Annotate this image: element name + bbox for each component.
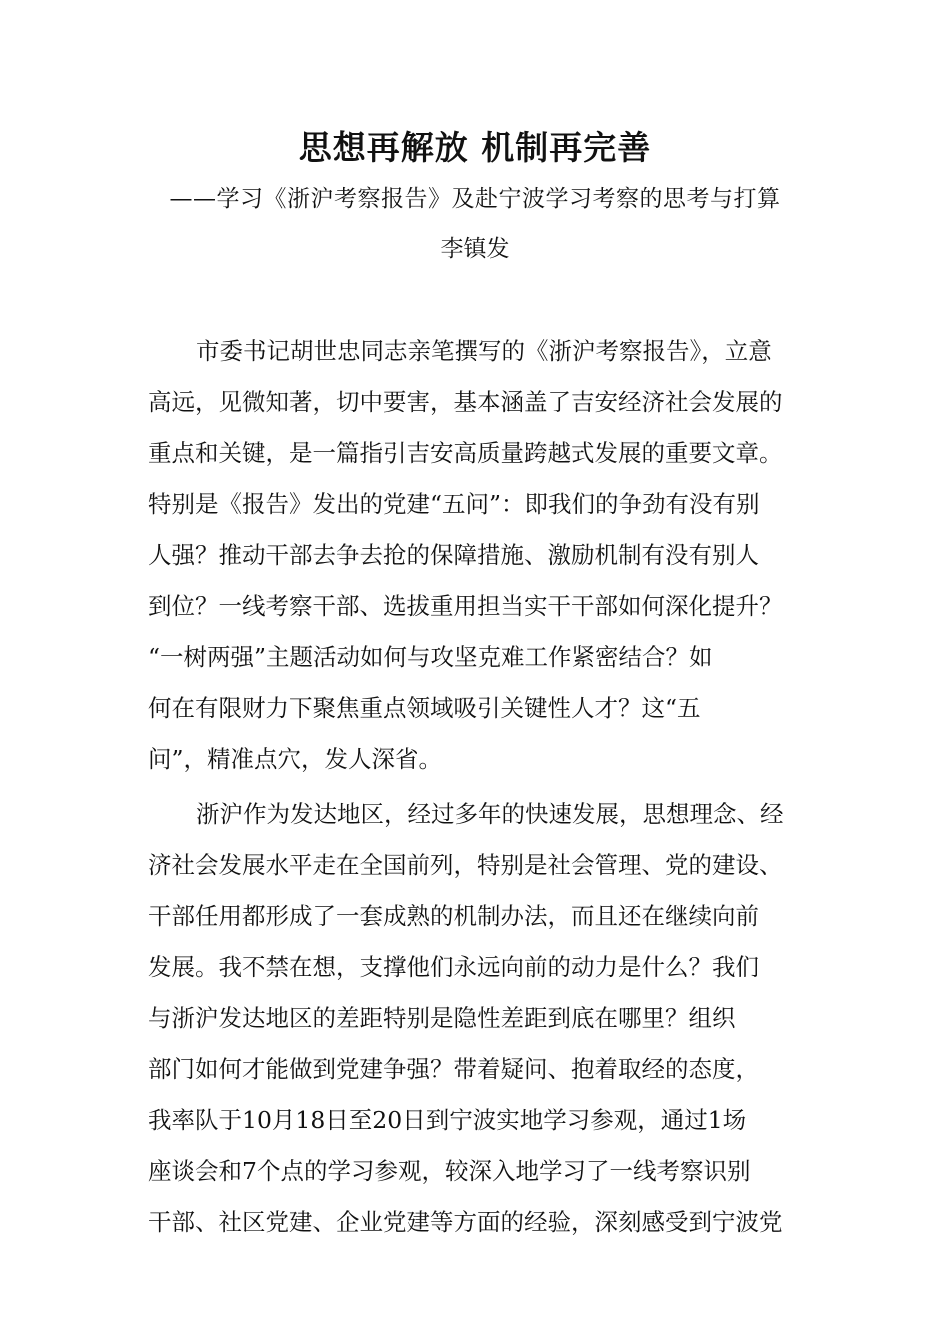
text-line: 济社会发展水平走在全国前列，特别是社会管理、党的建设、 bbox=[148, 851, 783, 879]
paragraph-2 bbox=[148, 789, 808, 1248]
text-line: 与浙沪发达地区的差距特别是隐性差距到底在哪里？组织 bbox=[148, 1004, 736, 1032]
text-line: 市委书记胡世忠同志亲笔撰写的《浙沪考察报告》，立意 bbox=[196, 337, 772, 365]
document-title: 思想再解放 机制再完善 bbox=[298, 128, 652, 167]
text-line: 重点和关键，是一篇指引吉安高质量跨越式发展的重要文章。 bbox=[148, 439, 783, 467]
text-line: “一树两强”主题活动如何与攻坚克难工作紧密结合？如 bbox=[148, 643, 713, 671]
text-line: 浙沪作为发达地区，经过多年的快速发展，思想理念、经 bbox=[196, 800, 784, 828]
text-line: 问”，精准点穴，发人深省。 bbox=[148, 745, 443, 773]
paragraph-1 bbox=[148, 326, 808, 785]
text-line: 何在有限财力下聚焦重点领域吸引关键性人才？这“五 bbox=[148, 694, 701, 722]
document-body bbox=[148, 326, 808, 1248]
document-author: 李镇发 bbox=[440, 236, 510, 262]
text-line: 我率队于10月18日至20日到宁波实地学习参观，通过1场 bbox=[148, 1106, 747, 1134]
text-line: 到位？一线考察干部、选拔重用担当实干干部如何深化提升？ bbox=[148, 592, 783, 620]
text-line: 座谈会和7个点的学习参观，较深入地学习了一线考察识别 bbox=[148, 1157, 751, 1185]
text-line: 高远，见微知著，切中要害，基本涵盖了吉安经济社会发展的 bbox=[148, 388, 783, 416]
text-line: 干部任用都形成了一套成熟的机制办法，而且还在继续向前 bbox=[148, 902, 759, 930]
text-line: 发展。我不禁在想，支撑他们永远向前的动力是什么？我们 bbox=[148, 953, 759, 981]
document-subtitle: ——学习《浙沪考察报告》及赴宁波学习考察的思考与打算 bbox=[169, 186, 781, 212]
text-line: 部门如何才能做到党建争强？带着疑问、抱着取经的态度， bbox=[148, 1055, 759, 1083]
text-line: 干部、社区党建、企业党建等方面的经验，深刻感受到宁波党 bbox=[148, 1208, 783, 1236]
text-line: 人强？推动干部去争去抢的保障措施、激励机制有没有别人 bbox=[148, 541, 759, 569]
text-line: 特别是《报告》发出的党建“五问”：即我们的争劲有没有别 bbox=[148, 490, 760, 518]
